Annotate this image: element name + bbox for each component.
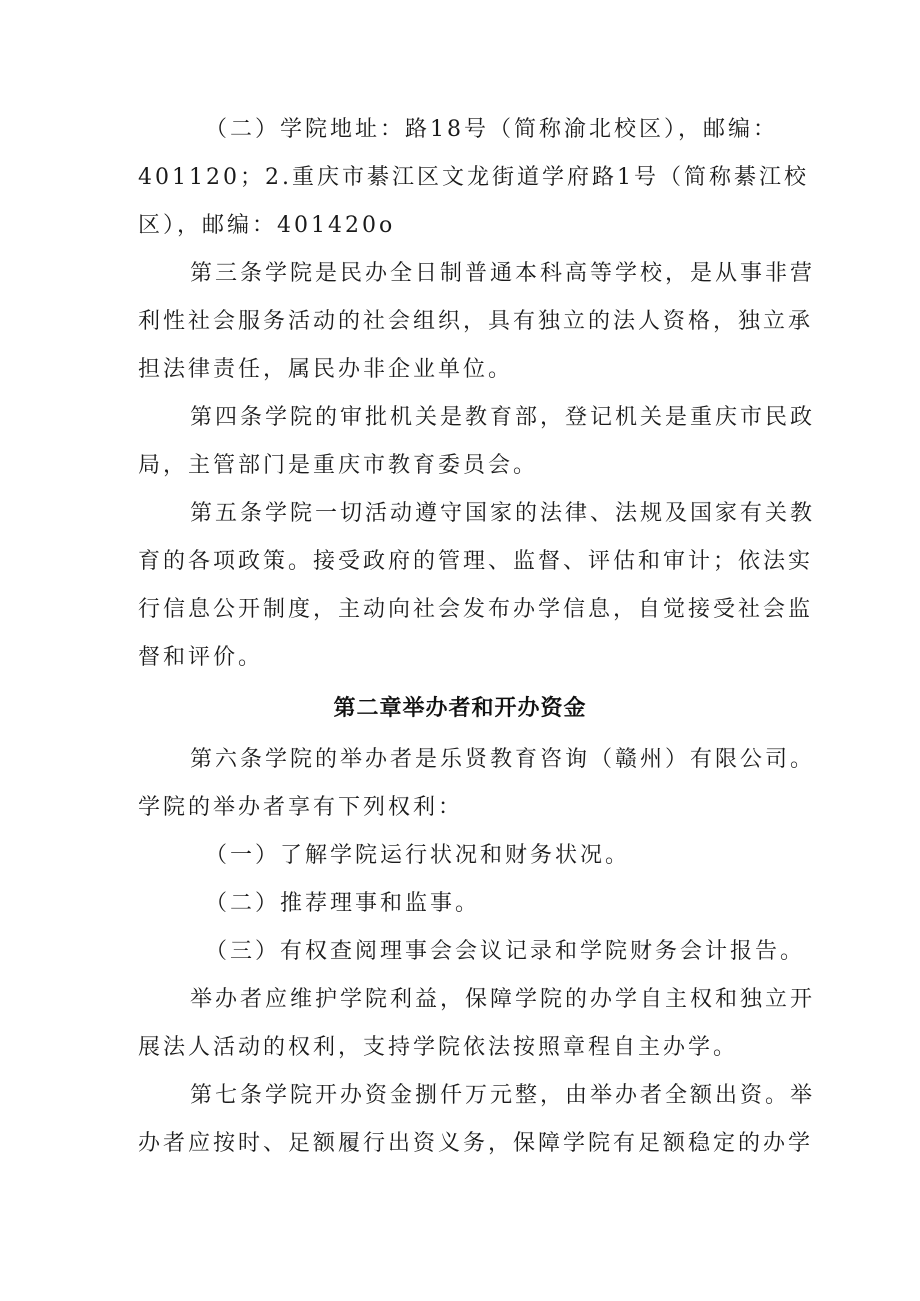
article-4-line: 第四条学院的审批机关是教育部，登记机关是重庆市民政 [190, 405, 816, 430]
list-item: （一）了解学院运行状况和财务状况。 [205, 843, 631, 868]
text-line: 育的各项政策。接受政府的管理、监督、评估和审计；依法实 [138, 549, 814, 574]
text-line: 行信息公开制度，主动向社会发布办学信息，自觉接受社会监 [138, 597, 814, 622]
article-5-line: 第五条学院一切活动遵守国家的法律、法规及国家有关教 [190, 501, 816, 526]
text-line: 局，主管部门是重庆市教育委员会。 [138, 453, 539, 478]
text-line: 区），邮编：401420o [138, 213, 396, 238]
list-item: （二）推荐理事和监事。 [205, 891, 481, 916]
text-line: 担法律责任，属民办非企业单位。 [138, 357, 514, 382]
text-line: 举办者应维护学院利益，保障学院的办学自主权和独立开 [190, 987, 816, 1012]
text-line: 学院的举办者享有下列权利： [138, 795, 464, 820]
article-6-line: 第六条学院的举办者是乐贤教育咨询（赣州）有限公司。 [190, 747, 816, 772]
text-line: 督和评价。 [138, 645, 264, 670]
list-item: （三）有权查阅理事会会议记录和学院财务会计报告。 [205, 939, 806, 964]
text-line: （二）学院地址：路18号（简称渝北校区），邮编： [205, 117, 778, 142]
text-line: 展法人活动的权利，支持学院依法按照章程自主办学。 [138, 1035, 739, 1060]
text-line: 利性社会服务活动的社会组织，具有独立的法人资格，独立承 [138, 309, 814, 334]
article-7-line: 第七条学院开办资金捌仟万元整，由举办者全额出资。举 [190, 1083, 816, 1108]
text-line: 办者应按时、足额履行出资义务，保障学院有足额稳定的办学 [138, 1131, 814, 1156]
chapter-heading: 第二章举办者和开办资金 [333, 696, 587, 721]
article-3-line: 第三条学院是民办全日制普通本科高等学校，是从事非营 [190, 261, 816, 286]
text-line: 401120；2.重庆市綦江区文龙街道学府路1号（简称綦江校 [138, 165, 809, 190]
